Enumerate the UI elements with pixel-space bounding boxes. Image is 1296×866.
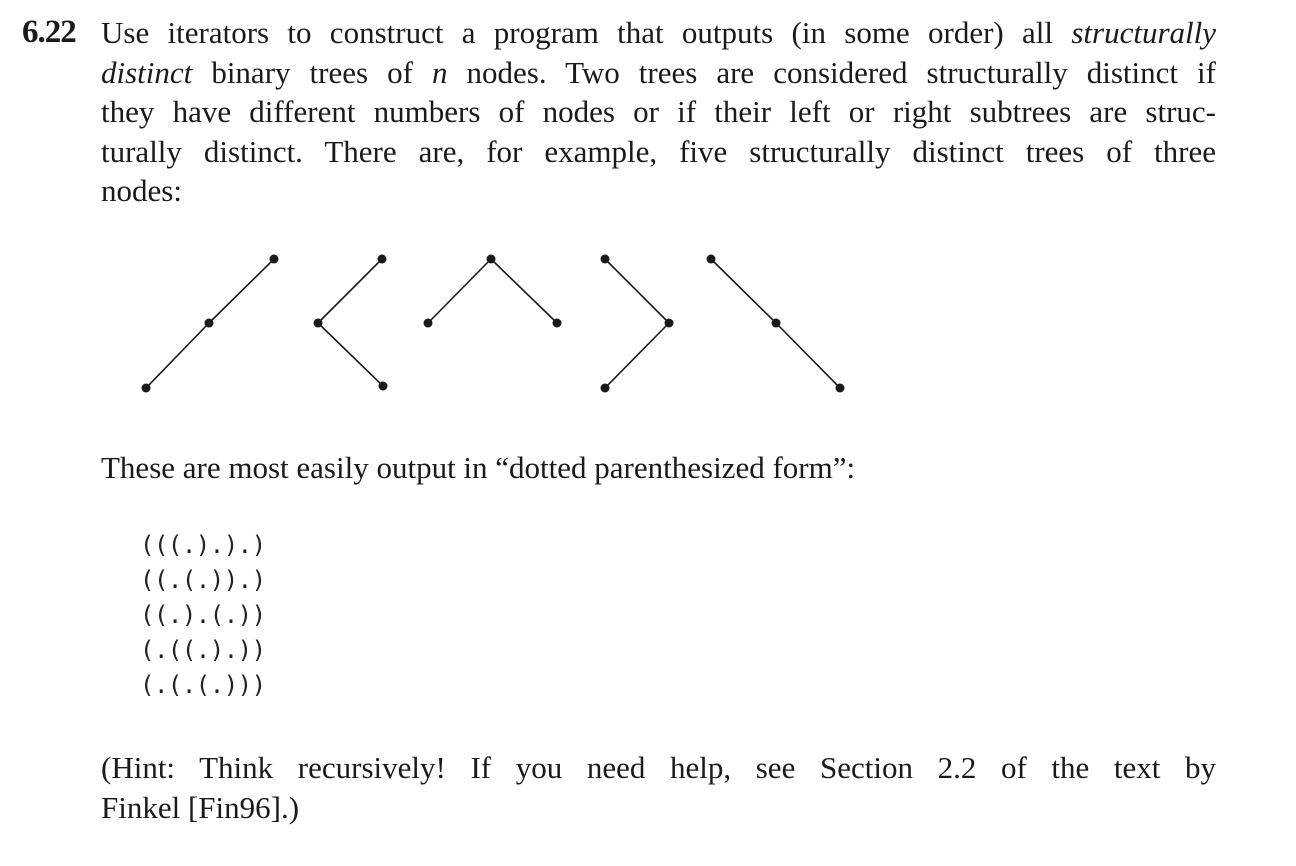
statement-line-2: distinct binary trees of n nodes. Two trees are considered structurally distinct if bbox=[101, 54, 1216, 90]
dotted-forms-list bbox=[140, 528, 266, 703]
dotted-form-3: ((.).(.)) bbox=[140, 601, 266, 629]
hint-paragraph bbox=[101, 748, 1216, 827]
hint-line-1: (Hint: Think recursively! If you need help, see Section 2.2 of the text by bbox=[101, 750, 1216, 785]
dotted-form-1: (((.).).) bbox=[140, 531, 266, 559]
tree-left-left bbox=[142, 255, 279, 393]
variable-n: n bbox=[431, 54, 448, 90]
emphasis-distinct: distinct bbox=[101, 54, 193, 90]
exercise-number: 6.22 bbox=[22, 14, 76, 50]
statement-line-3: they have different numbers of nodes or if their left or right subtrees are struc- bbox=[101, 94, 1216, 129]
emphasis-structurally: structurally bbox=[1071, 15, 1216, 50]
tree-left-right bbox=[314, 255, 388, 391]
dotted-form-5: (.(.(.))) bbox=[140, 671, 266, 699]
tree-right-left bbox=[601, 255, 674, 393]
dotted-form-4: (.((.).)) bbox=[140, 636, 266, 664]
dotted-form-intro: These are most easily output in “dotted parenthesized form”: bbox=[101, 450, 856, 485]
hint-line-2: Finkel [Fin96].) bbox=[101, 789, 300, 825]
statement-line-1: Use iterators to construct a program that outputs (in some order) all structurally bbox=[101, 15, 1216, 50]
tree-right-right bbox=[707, 255, 845, 393]
dotted-form-2: ((.(.)).) bbox=[140, 566, 266, 594]
tree-balanced bbox=[424, 255, 562, 328]
statement-line-4: turally distinct. There are, for example, five structurally distinct trees of three bbox=[101, 133, 1216, 169]
statement-line-5: nodes: bbox=[101, 173, 182, 208]
